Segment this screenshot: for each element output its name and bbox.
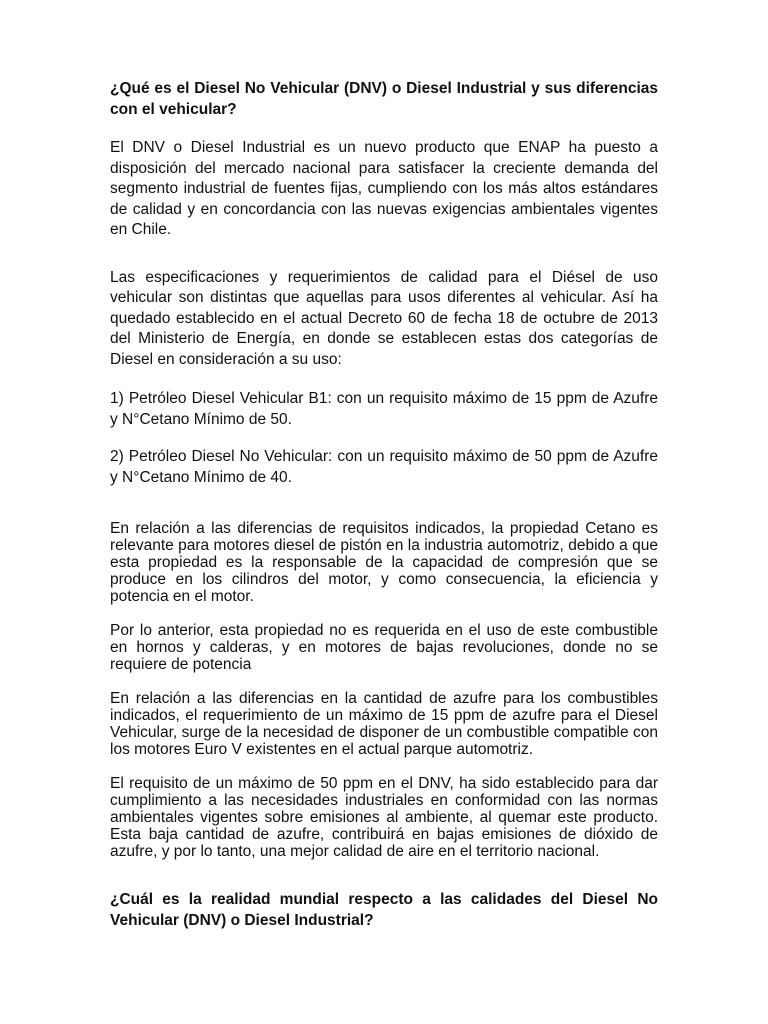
azufre-paragraph: En relación a las diferencias en la cantidad de azufre para los combustibles indicados, el requerimiento de un máximo de 15 ppm de azufre para el Diesel Vehicular, surge de la necesidad de disponer de un combustible compatible con los motores Euro V existentes en el actual parque automotriz.: [110, 690, 658, 758]
document-title: ¿Qué es el Diesel No Vehicular (DNV) o Diesel Industrial y sus diferencias con el vehicular?: [110, 80, 658, 118]
document-page: [110, 78, 658, 931]
intro-paragraph: El DNV o Diesel Industrial es un nuevo producto que ENAP ha puesto a disposición del mercado nacional para satisfacer la creciente demanda del segmento industrial de fuentes fijas, cumpliendo con los más altos estándares de calidad y en concordancia con las nuevas exigencias ambientales vigentes en Chile.: [110, 139, 658, 238]
diesel-no-vehicular-item: 2) Petróleo Diesel No Vehicular: con un requisito máximo de 50 ppm de Azufre y N°Cetano Mínimo de 40.: [110, 448, 658, 486]
diesel-vehicular-item: 1) Petróleo Diesel Vehicular B1: con un requisito máximo de 15 ppm de Azufre y N°Cetano Mínimo de 50.: [110, 390, 658, 428]
cetano-paragraph: En relación a las diferencias de requisitos indicados, la propiedad Cetano es relevante para motores diesel de pistón en la industria automotriz, debido a que esta propiedad es la responsable de la capacidad de compresión que se produce en los cilindros del motor, y como consecuencia, la eficiencia y potencia en el motor.: [110, 520, 658, 605]
requisito-paragraph: El requisito de un máximo de 50 ppm en el DNV, ha sido establecido para dar cumplimiento a las necesidades industriales en conformidad con las normas ambientales vigentes sobre emisiones al ambiente, al quemar este producto. Esta baja cantidad de azufre, contribuirá en bajas emisiones de dióxido de azufre, y por lo tanto, una mejor calidad de aire en el territorio nacional.: [110, 775, 658, 860]
second-question-heading: ¿Cuál es la realidad mundial respecto a las calidades del Diesel No Vehicular (DNV) o Diesel Industrial?: [110, 891, 658, 929]
specifications-paragraph: Las especificaciones y requerimientos de calidad para el Diésel de uso vehicular son distintas que aquellas para usos diferentes al vehicular. Así ha quedado establecido en el actual Decreto 60 de fecha 18 de octubre de 2013 del Ministerio de Energía, en donde se establecen estas dos categorías de Diesel en consideración a su uso:: [110, 268, 658, 368]
anterior-paragraph: Por lo anterior, esta propiedad no es requerida en el uso de este combustible en hornos y calderas, y en motores de bajas revoluciones, donde no se requiere de potencia: [110, 622, 658, 673]
